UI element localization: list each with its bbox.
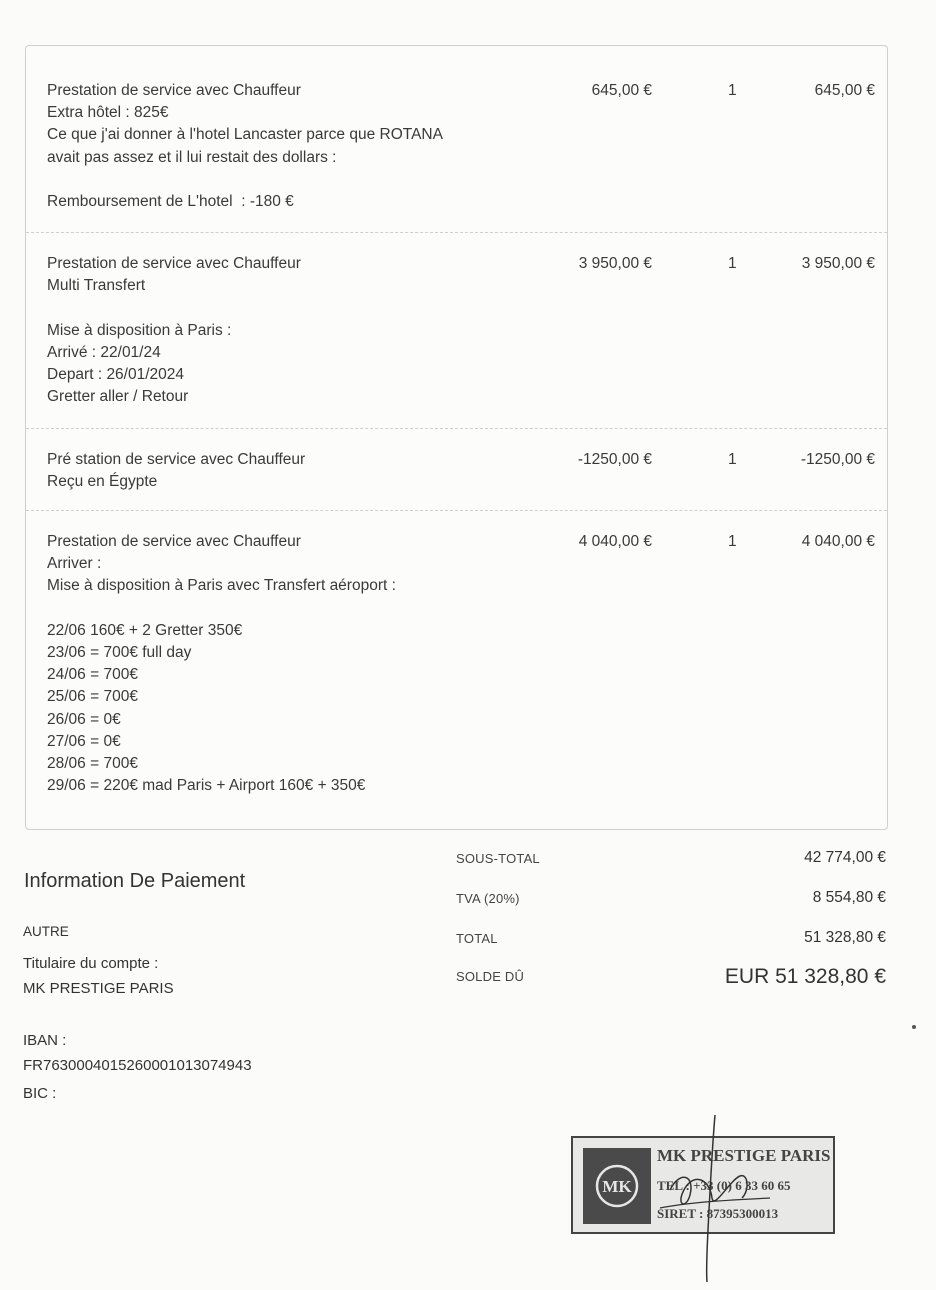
tva-label: TVA (20%) [456, 891, 520, 906]
item-amount: 645,00 € [814, 82, 875, 99]
bic-label: BIC : [23, 1085, 57, 1102]
total-value: 51 328,80 € [804, 929, 886, 946]
subtotal-value: 42 774,00 € [804, 849, 886, 866]
item-line: 29/06 = 220€ mad Paris + Airport 160€ + 350€ [47, 777, 366, 795]
item-line: Pré station de service avec Chauffeur [47, 451, 306, 468]
item-line: Multi Transfert [47, 277, 146, 295]
invoice-item-row [26, 233, 887, 429]
item-line: 23/06 = 700€ full day [47, 644, 192, 661]
item-unit-price: 645,00 € [591, 82, 652, 99]
item-line: Gretter aller / Retour [47, 388, 189, 406]
tva-value: 8 554,80 € [812, 889, 886, 906]
item-line: 25/06 = 700€ [47, 688, 138, 706]
item-line: Mise à disposition à Paris : [47, 321, 232, 339]
item-line: Prestation de service avec Chauffeur [47, 255, 301, 272]
stamp-siret: SIRET : 87395300013 [657, 1206, 779, 1221]
handwritten-signature [640, 1110, 780, 1290]
item-line: Extra hôtel : 825€ [47, 104, 169, 122]
item-line [47, 598, 396, 620]
item-quantity: 1 [728, 451, 737, 468]
stamp-phone: TEL : +33 (0) 6 33 60 65 [657, 1178, 791, 1193]
item-line: 24/06 = 700€ [47, 666, 138, 684]
stamp-logo-text: MK [602, 1177, 632, 1196]
item-line: 26/06 = 0€ [47, 710, 121, 728]
item-unit-price: 3 950,00 € [578, 255, 652, 272]
item-quantity: 1 [728, 533, 737, 550]
item-quantity: 1 [728, 255, 737, 272]
invoice-item-row [26, 46, 887, 233]
item-amount: 3 950,00 € [801, 255, 875, 272]
payment-info-title: Information De Paiement [24, 870, 246, 892]
item-unit-price: -1250,00 € [577, 451, 652, 468]
invoice-items-table [25, 45, 888, 830]
invoice-item-row [26, 511, 887, 829]
item-quantity: 1 [728, 82, 737, 99]
item-unit-price: 4 040,00 € [578, 533, 652, 550]
item-line [47, 297, 301, 319]
iban-label: IBAN : [23, 1032, 67, 1049]
item-description [47, 449, 305, 493]
item-line: Prestation de service avec Chauffeur [47, 82, 301, 99]
item-line: Ce que j'ai donner à l'hotel Lancaster parce que ROTANA [47, 126, 443, 144]
account-holder-label: Titulaire du compte : [23, 955, 159, 972]
iban-value: FR7630004015260001013074943 [23, 1057, 252, 1074]
speck [912, 1025, 916, 1029]
item-description [47, 531, 396, 797]
account-holder: MK PRESTIGE PARIS [23, 980, 174, 997]
item-line: Depart : 26/01/2024 [47, 366, 185, 383]
item-line: 27/06 = 0€ [47, 732, 121, 750]
item-amount: -1250,00 € [800, 451, 875, 468]
subtotal-label: SOUS-TOTAL [456, 851, 540, 866]
item-line: Remboursement de L'hotel : -180 € [47, 193, 294, 210]
item-amount: 4 040,00 € [801, 533, 875, 550]
item-line: Mise à disposition à Paris avec Transfert aéroport : [47, 577, 396, 595]
item-line: Arrivé : 22/01/24 [47, 343, 161, 361]
payment-method: AUTRE [23, 924, 69, 939]
item-line: Arriver : [47, 555, 102, 573]
item-description [47, 253, 301, 408]
invoice-item-row [26, 429, 887, 511]
balance-due-value: EUR 51 328,80 € [724, 965, 886, 988]
item-line: 22/06 160€ + 2 Gretter 350€ [47, 621, 243, 639]
stamp-company-name: MK PRESTIGE PARIS [657, 1146, 831, 1165]
item-line [47, 169, 443, 191]
item-line: avait pas assez et il lui restait des dollars : [47, 148, 337, 166]
balance-due-label: SOLDE DÛ [456, 969, 525, 984]
total-label: TOTAL [456, 931, 498, 946]
item-description [47, 80, 443, 213]
item-line: Prestation de service avec Chauffeur [47, 533, 301, 550]
item-line: 28/06 = 700€ [47, 755, 138, 773]
item-line: Reçu en Égypte [47, 473, 158, 491]
